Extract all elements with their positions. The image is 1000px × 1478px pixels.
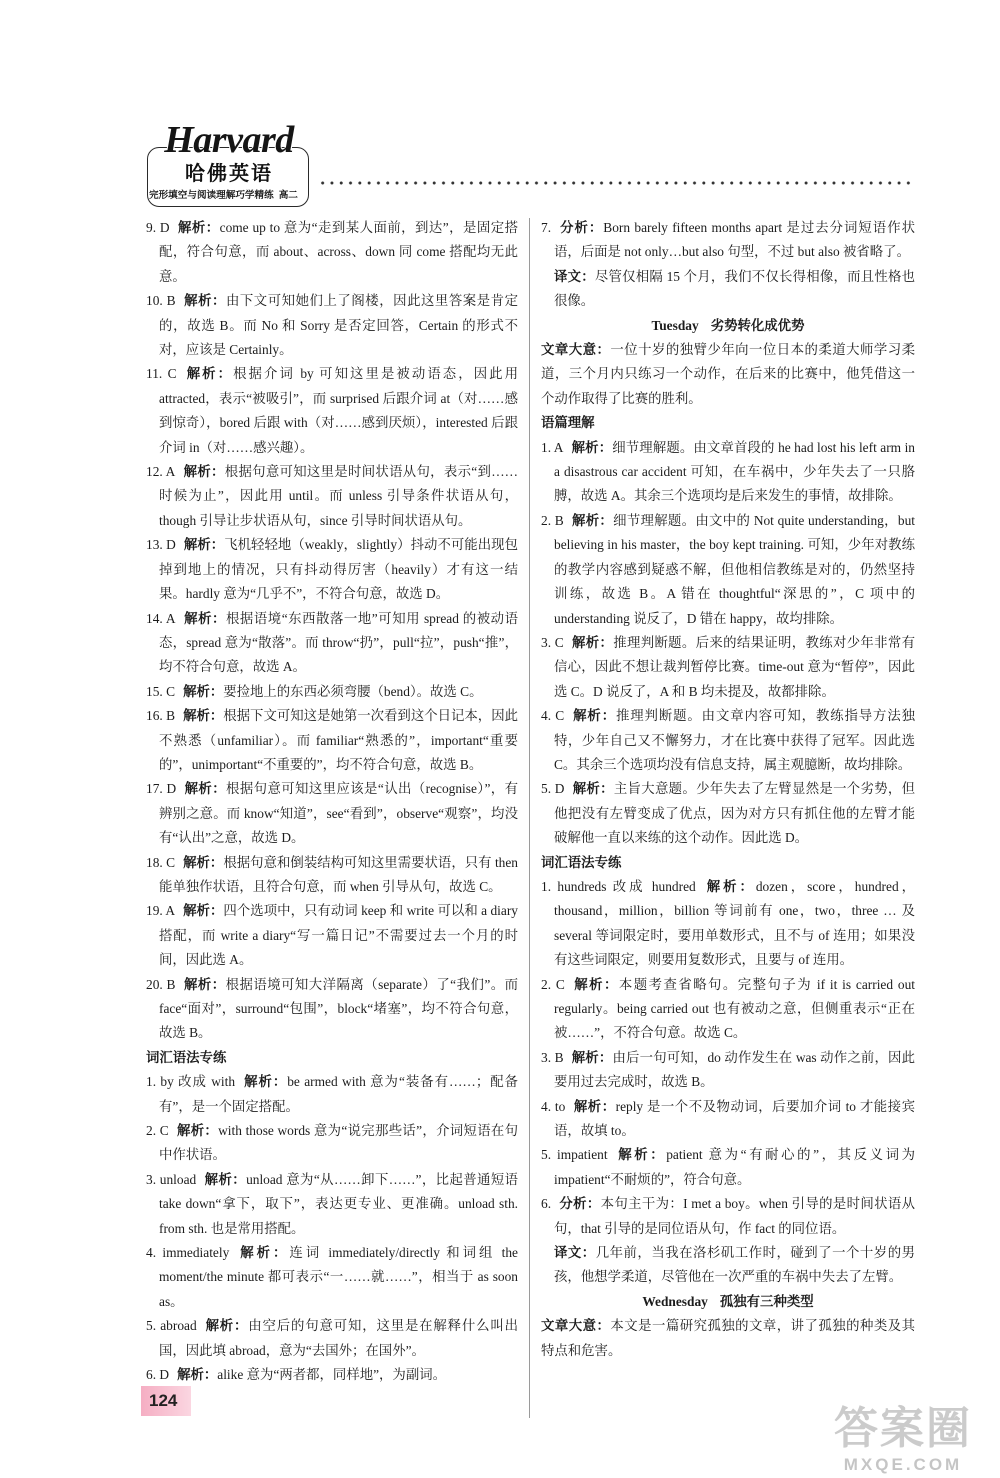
vocab-answer-2 (146, 1119, 518, 1168)
analysis-text: 本题考查省略句。完整句子为 if it is carried out regularly。being carried out 也有被动之意，但侧重表示“正在被……”，不符合句意。故选 C。 (554, 976, 915, 1041)
analysis-label: 解析： (183, 903, 224, 919)
vocab-answer-4 (146, 1241, 518, 1314)
analysis-label: 解析： (237, 1245, 290, 1261)
analysis-label: 解析： (183, 537, 225, 553)
left-column (146, 216, 518, 1466)
translation (541, 1241, 915, 1290)
analysis-text: 四个选项中，只有动词 keep 和 write 可以和 a diary 搭配，而 write a diary“写一篇日记”不需要过去一个月的时间，因此选 A。 (159, 903, 518, 968)
analysis-text: 根据句意可知这里应该是“认出（recognise）”，有辨别之意。而 know“知道”，see“看到”，observe“观察”，均没有“认出”之意，故选 D。 (159, 781, 518, 846)
analysis-label: 解析： (615, 1147, 667, 1163)
summary-text: 本文是一篇研究孤独的文章，讲了孤独的种类及其特点和危害。 (541, 1318, 915, 1358)
vocab-answer-2 (541, 973, 915, 1046)
answer-number: 16. B (146, 708, 176, 724)
answer-number: 5. impatient (541, 1147, 608, 1163)
analysis-text: 连词 immediately/directly 和词组 the moment/the minute 都可表示“一……就……”，相当于 as soon as。 (159, 1245, 518, 1309)
series-title: 完形填空与阅读理解巧学精练 (149, 190, 274, 201)
cloze-answer-16 (146, 704, 518, 777)
analysis-text: with those words 意为“说完那些话”，介词短语在句中作状语。 (159, 1123, 518, 1163)
answer-number: 18. C (146, 854, 176, 870)
answer-number: 4. C (541, 708, 565, 724)
analysis-label: 解析： (243, 1074, 288, 1090)
answer-number: 14. A (146, 610, 176, 626)
vocab-answer-1 (541, 875, 915, 973)
analysis-label: 解析： (703, 878, 756, 894)
analysis-text: 细节理解题。由文中的 Not quite understanding，but believing in his master，the boy kept training. 可知，少年对教练的教学内容感到疑惑不解，但他相信教练是对的，仍然坚持训练，故选 B。A 错在 thoughtful“深思的”，C 项中的 understanding 说反了，D 错在 happy，故均排除。 (554, 512, 915, 626)
section-heading-vocab: 词汇语法专练 (146, 1049, 227, 1065)
analysis-text: 主旨大意题。少年失去了左臂显然是一个劣势，但他把没有左臂变成了优点，因为对方只有抓住他的左臂才能破解他一直以来练的这个动作。因此选 D。 (554, 781, 915, 846)
analysis-label: 解析： (204, 1171, 247, 1187)
translation-label: 译文： (554, 1245, 596, 1261)
lesson-title: 劣势转化成优势 (710, 317, 805, 333)
analysis-text: 本句主干为：I met a boy。when 引导的是时间状语从句，that 引导的是同位语从句，作 fact 的同位语。 (554, 1196, 915, 1236)
analysis-label: 解析： (183, 708, 224, 724)
answer-number: 10. B (146, 293, 176, 309)
answer-number: 1. A (541, 439, 564, 455)
cloze-answer-17 (146, 777, 518, 850)
summary-label: 文章大意： (541, 1318, 611, 1334)
analysis-label: 解析： (176, 1123, 219, 1139)
vocab-answer-3 (541, 1046, 915, 1095)
analysis-label: 解析： (571, 512, 614, 528)
watermark-logo: 答案圈 (834, 1403, 972, 1454)
watermark-site: MXQE.COM (843, 1455, 963, 1474)
analysis-label: 解析： (177, 1367, 218, 1383)
vocab-answer-6 (146, 1363, 518, 1387)
answer-number: 2. B (541, 512, 564, 528)
cloze-answer-19 (146, 899, 518, 972)
answer-number: 9. D (146, 220, 170, 235)
analysis-label: 解析： (184, 366, 234, 382)
analysis-text: 飞机轻轻地（weakly，slightly）抖动不可能出现包掉到地上的情况，只有抖动得厉害（heavily）才有这一结果。hardly 意为“几乎不”，不符合句意，故选 D。 (159, 537, 518, 602)
analysis-text: 推理判断题。后来的结果证明，教练对少年非常有信心，因此不想让裁判暂停比赛。time-out 意为“暂停”，因此选 C。D 说反了，A 和 B 均未提及，故都排除。 (554, 634, 915, 699)
analysis-label: 解析： (183, 976, 226, 992)
column-divider (529, 218, 530, 1418)
cloze-answer-11 (146, 362, 518, 460)
cloze-answer-18 (146, 851, 518, 900)
answer-number: 20. B (146, 976, 176, 992)
analysis-text: 根据句意和倒装结构可知这里需要状语，只有 then 能单独作状语，且符合句意，而 when 引导从句，故选 C。 (159, 854, 518, 894)
analysis-label: 解析： (183, 293, 226, 309)
page-number: 124 (149, 1391, 178, 1410)
section-heading-vocab: 词汇语法专练 (541, 854, 622, 870)
translation (541, 265, 915, 314)
cloze-answer-12 (146, 460, 518, 533)
section-heading-reading: 语篇理解 (541, 415, 595, 431)
vocab-answer-5 (146, 1314, 518, 1363)
reading-answer-3 (541, 631, 915, 704)
analysis-label: 解析： (572, 708, 616, 724)
harvard-logo: Harvard (164, 119, 294, 161)
reading-answer-5 (541, 777, 915, 850)
analysis-text: 根据介词 by 可知这里是被动语态，因此用 attracted，表示“被吸引”，而 surprised 后跟介词 at（对……感到惊奇），bored 后跟 with（对……感到厌烦），interested 后跟介词 in（对……感兴趣）。 (159, 366, 518, 455)
vocab-answer-6 (541, 1192, 915, 1241)
analysis-label: 解析： (572, 781, 614, 797)
answer-number: 1. by 改成 with (146, 1074, 236, 1090)
analysis-label: 解析： (572, 976, 619, 992)
reading-answer-4 (541, 704, 915, 777)
analysis-text: 根据句意可知这里是时间状语从句，表示“到……时候为止”，因此用 until。而 unless 引导条件状语从句，though 引导让步状语从句，since 引导时间状语从句。 (159, 464, 518, 528)
reading-answer-1 (541, 436, 915, 509)
analysis-label: 解析： (204, 1318, 249, 1334)
analysis-label: 分析： (559, 220, 604, 235)
summary-label: 文章大意： (541, 342, 611, 358)
brand-name: 哈佛英语 (185, 161, 273, 185)
series-title-line (149, 189, 311, 203)
day-heading-tuesday (541, 314, 915, 338)
lesson-title: 孤独有三种类型 (719, 1293, 814, 1309)
reading-answer-2 (541, 509, 915, 631)
answer-number: 3. C (541, 634, 564, 650)
article-summary (541, 1314, 915, 1363)
analysis-text: unload 意为“从……卸下……”，比起普通短语 take down“拿下，取下”，表达更专业、更准确。unload sth. from sth. 也是常用搭配。 (159, 1171, 518, 1236)
analysis-label: 解析： (183, 854, 224, 870)
analysis-text: Born barely fifteen months apart 是过去分词短语作状语，后面是 not only…but also 句型，不过 but also 被省略了。 (554, 220, 915, 260)
analysis-text: 由下文可知她们上了阁楼，因此这里答案是肯定的，故选 B。而 No 和 Sorry 是否定回答，Certain 的形式不对，应该是 Certainly。 (159, 293, 518, 358)
day-name: Tuesday (651, 317, 699, 333)
cloze-answer-14 (146, 607, 518, 680)
answer-number: 11. C (146, 366, 177, 382)
answer-number: 13. D (146, 537, 176, 553)
answer-number: 12. A (146, 464, 176, 480)
answer-number: 2. C (541, 976, 565, 992)
analysis-label: 解析： (183, 610, 226, 626)
cloze-answer-10 (146, 289, 518, 362)
answer-number: 19. A (146, 903, 176, 919)
analysis-text: alike 意为“两者都，同样地”，为副词。 (217, 1367, 446, 1383)
analysis-text: 细节理解题。由文章首段的 he had lost his left arm in a disastrous car accident 可知，在车祸中，少年失去了一只胳膊，故选 A。其余三个选项均是后来发生的事情，故排除。 (554, 439, 915, 504)
analysis-text: 根据下文可知这是她第一次看到这个日记本，因此不熟悉（unfamiliar）。而 familiar“熟悉的”，important“重要的”，unimportant“不重要的”，均不符合句意，故选 B。 (159, 708, 518, 772)
analysis-label: 解析： (571, 634, 614, 650)
analysis-text: come up to 意为“走到某人面前，到达”，是固定搭配，符合句意，而 about、across、down 同 come 搭配均无此意。 (159, 220, 518, 284)
analysis-text: be armed with 意为“装备有……；配备有”，是一个固定搭配。 (159, 1074, 518, 1114)
vocab-answer-7 (541, 216, 915, 265)
summary-text: 一位十岁的独臂少年向一位日本的柔道大师学习柔道，三个月内只练习一个动作，在后来的比赛中，他凭借这一个动作取得了比赛的胜利。 (541, 342, 915, 406)
vocab-answer-4 (541, 1095, 915, 1144)
day-heading-wednesday (541, 1290, 915, 1314)
analysis-label: 解析： (573, 1098, 616, 1114)
analysis-label: 解析： (571, 1049, 613, 1065)
cloze-answer-9 (146, 216, 518, 289)
vocab-answer-3 (146, 1168, 518, 1241)
article-summary (541, 338, 915, 411)
answer-number: 3. B (541, 1049, 564, 1065)
dotted-rule (318, 180, 914, 186)
analysis-text: 要捡地上的东西必须弯腰（bend）。故选 C。 (223, 683, 483, 699)
answer-number: 5. abroad (146, 1318, 197, 1334)
analysis-text: 推理判断题。由文章内容可知，教练指导方法独特，少年自己又不懈努力，才在比赛中获得了冠军。因此选 C。其余三个选项均没有信息支持，属主观臆断，故均排除。 (554, 708, 915, 772)
analysis-text: 由空后的句意可知，这里是在解释什么叫出国，因此填 abroad，意为“去国外；在国外”。 (159, 1318, 518, 1358)
analysis-label: 分析： (559, 1196, 601, 1212)
answer-number: 5. D (541, 781, 565, 797)
cloze-answer-20 (146, 973, 518, 1046)
translation-text: 尽管仅相隔 15 个月，我们不仅长得相像，而且性格也很像。 (554, 268, 915, 309)
analysis-label: 解析： (183, 464, 225, 480)
analysis-text: dozen，score，hundred，thousand，million，billion 等词前有 one，two，three … 及 several 等词限定时，要用单数形式，且不与 of 连用；如果没有这些词限定，则要用复数形式，且要与 of 连用。 (554, 878, 915, 968)
analysis-text: 根据语境可知大洋隔离（separate）了“我们”。而 face“面对”，surround“包围”，block“堵塞”，均不符合句意，故选 B。 (159, 976, 518, 1041)
vocab-answer-1 (146, 1070, 518, 1119)
answer-number: 1. hundreds 改成 hundred (541, 878, 696, 894)
answer-number: 2. C (146, 1123, 169, 1139)
answer-number: 7. (541, 220, 552, 235)
analysis-text: reply 是一个不及物动词，后要加介词 to 才能接宾语，故填 to。 (554, 1098, 915, 1139)
answer-number: 6. (541, 1196, 552, 1212)
analysis-label: 解析： (184, 781, 227, 797)
analysis-text: 根据语境“东西散落一地”可知用 spread 的被动语态，spread 意为“散落”。而 throw“扔”，pull“拉”，push“推”，均不符合句意，故选 A。 (159, 610, 518, 675)
answer-number: 4. immediately (146, 1245, 230, 1261)
translation-label: 译文： (554, 268, 595, 284)
vocab-answer-5 (541, 1143, 915, 1192)
analysis-label: 解析： (183, 683, 224, 699)
cloze-answer-15 (146, 680, 518, 704)
answer-number: 3. unload (146, 1171, 197, 1187)
answer-number: 15. C (146, 683, 176, 699)
cloze-answer-13 (146, 533, 518, 606)
translation-text: 几年前，当我在洛杉矶工作时，碰到了一个十岁的男孩，他想学柔道，尽管他在一次严重的车祸中失去了左臂。 (554, 1245, 915, 1285)
analysis-label: 解析： (571, 439, 613, 455)
answer-number: 6. D (146, 1367, 170, 1383)
analysis-text: 由后一句可知，do 动作发生在 was 动作之前，因此要用过去完成时，故选 B。 (554, 1049, 915, 1090)
right-column (541, 216, 915, 1466)
answer-number: 4. to (541, 1098, 566, 1114)
day-name: Wednesday (642, 1293, 708, 1309)
grade-label: 高二 (278, 190, 298, 201)
analysis-text: patient 意为“有耐心的”，其反义词为 impatient“不耐烦的”，符合句意。 (554, 1147, 915, 1187)
analysis-label: 解析： (177, 220, 220, 235)
answer-number: 17. D (146, 781, 177, 797)
